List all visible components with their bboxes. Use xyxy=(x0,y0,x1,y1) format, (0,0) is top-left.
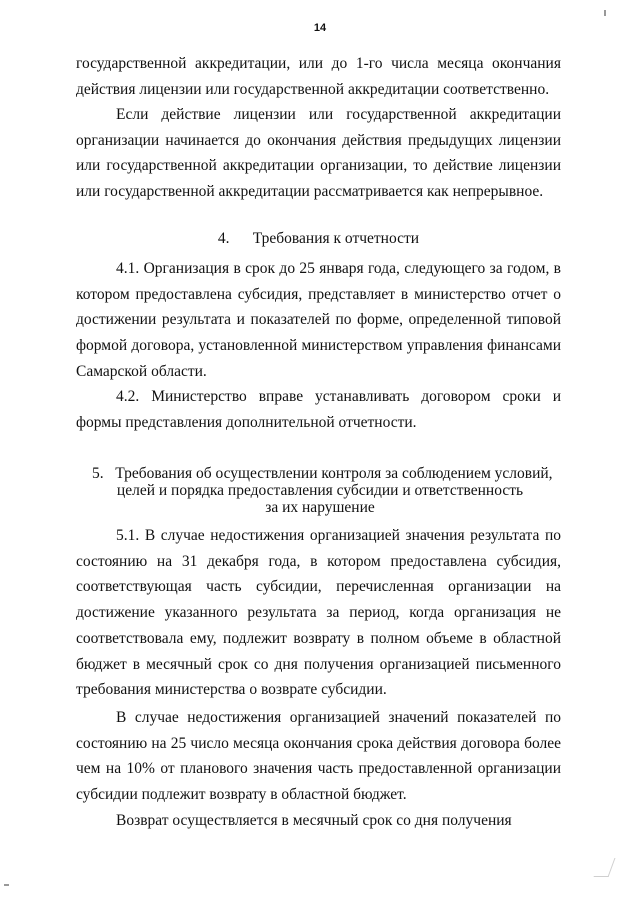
paragraph-4-1: 4.1. Организация в срок до 25 января года, следующего за годом, в котором предоставлена субсидия, представляет в министерство отчет о достижении результата и показателей по форме, определенной типовой формой договора, установленной министерством управления финансами Самарской области. xyxy=(76,260,561,380)
section-4-heading xyxy=(76,230,561,248)
scan-artifact-edge xyxy=(4,884,9,886)
section-4-title: Требования к отчетности xyxy=(252,230,420,247)
section-5-title-line-1: Требования об осуществлении контроля за соблюдением условий, xyxy=(115,465,553,482)
page-number: 14 xyxy=(313,22,327,34)
paragraph-continuation: государственной аккредитации, или до 1-го числа месяца окончания действия лицензии или государственной аккредитации соответственно. xyxy=(76,55,561,98)
scan-artifact-footer xyxy=(594,858,616,877)
section-5-heading-line-3: за их нарушение xyxy=(265,499,375,516)
paragraph-5-1: 5.1. В случае недостижения организацией значения результата по состоянию на 31 декабря года, в котором предоставлена субсидия, соответствующая часть субсидии, перечисленная организации на достижение указанного результата за период, когда организация не соответствовала ему, подлежит возврату в полном объеме в областной бюджет в месячный срок со дня получения организацией письменного требования министерства о возврате субсидии. xyxy=(76,527,561,699)
paragraph-license-continuity: Если действие лицензии или государственной аккредитации организации начинается до окончания действия предыдущих лицензии или государственной аккредитации организации, то действие лицензии или государственной аккредитации рассматривается как непрерывное. xyxy=(76,106,561,201)
paragraph-return: Возврат осуществляется в месячный срок со дня получения xyxy=(116,812,512,829)
paragraph-4-2: 4.2. Министерство вправе устанавливать договором сроки и формы представления дополнительной отчетности. xyxy=(76,388,561,431)
section-5-heading-line-2: целей и порядка предоставления субсидии и ответственность xyxy=(116,482,524,499)
section-4-number: 4. xyxy=(217,230,230,247)
section-5-number: 5. xyxy=(92,465,104,482)
scan-artifact xyxy=(604,10,606,16)
paragraph-indicators: В случае недостижения организацией значений показателей по состоянию на 25 число месяца окончания срока действия договора более чем на 10% от планового значения часть предоставленной организации субсидии подлежит возврату в областной бюджет. xyxy=(76,709,561,804)
section-5-heading-line-1 xyxy=(92,465,553,482)
